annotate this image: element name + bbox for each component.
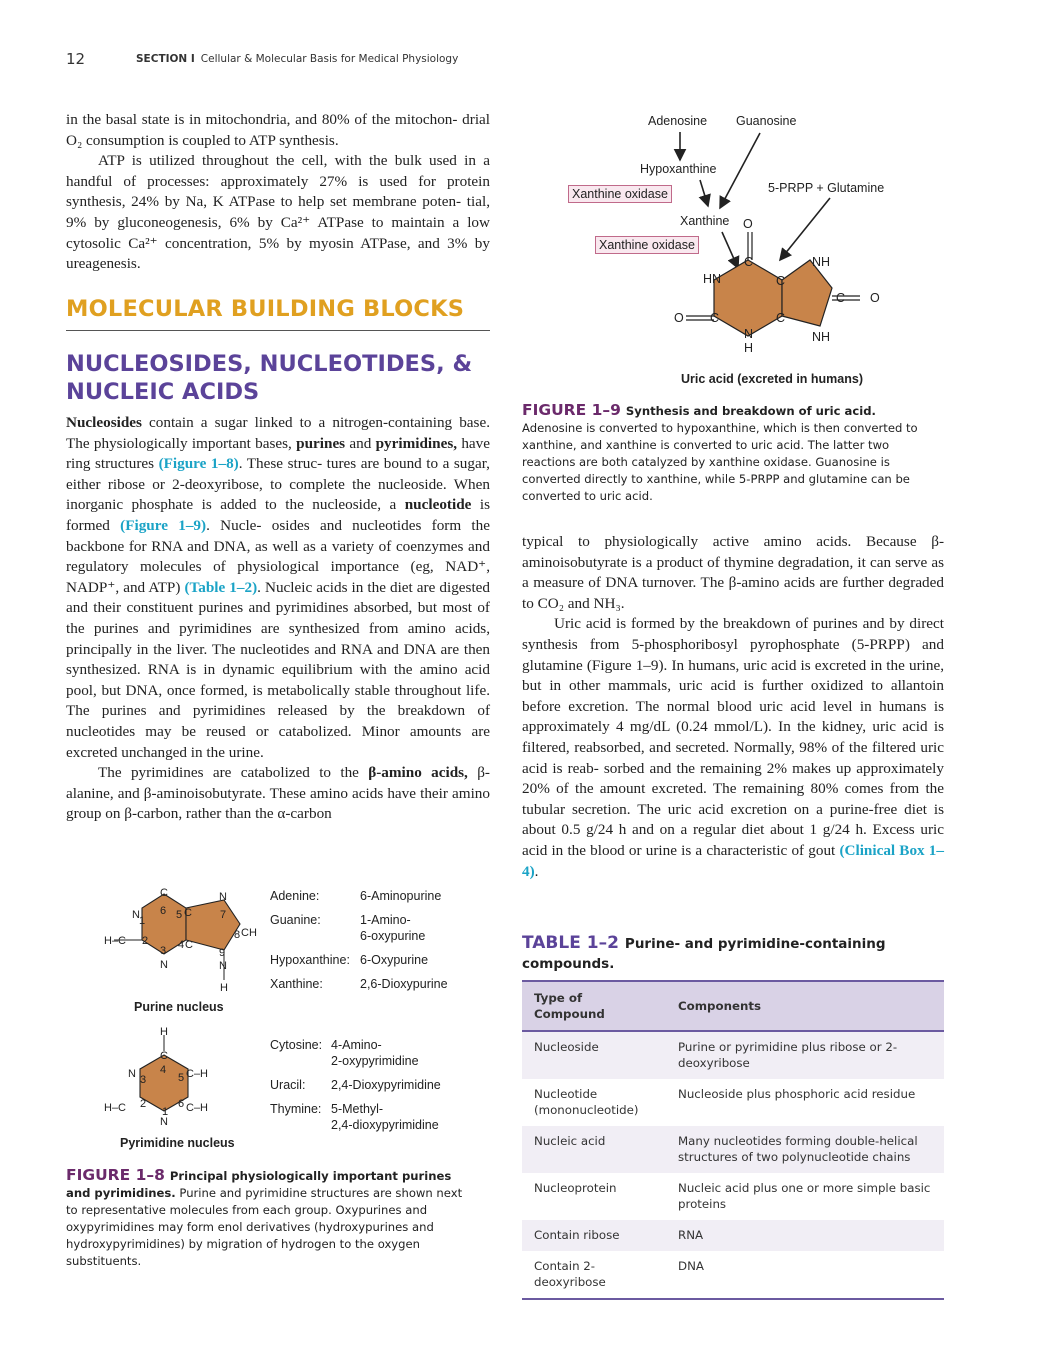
ring-position-5: 5 <box>178 1072 185 1084</box>
legend-value: 6-Aminopurine <box>360 889 442 903</box>
figure-1-9-caption <box>522 402 942 505</box>
table-header-row <box>522 981 944 1031</box>
hypoxanthine-label: Hypoxanthine <box>640 162 717 176</box>
atom-C: C <box>160 887 168 899</box>
purine-legend-row <box>270 952 350 968</box>
table-cell: Nucleoside <box>522 1031 666 1079</box>
legend-name: Adenine: <box>270 889 320 903</box>
xanthine-oxidase-label: Xanthine oxidase <box>595 236 699 254</box>
text: is formed <box>66 496 490 534</box>
atom-C: C <box>836 291 846 305</box>
pyrimidine-nucleus-diagram <box>100 1025 240 1135</box>
text: Uric acid is formed by the breakdown of purines and by direct synthesis from 5-phosphoribosyl pyrophosphate (5-PRPP) and glutamine (Figure 1–9). In humans, uric acid is excreted in the urine, but in other mammals, uric acid is further oxidized to allantoin before excretion. The normal blood uric acid level in humans is approximately 4 mg/dL (0.24 mmol/L). In the kidney, uric acid is filtered, reabsorbed, and secreted. Normally, 98% of the filtered uric acid is reab- sorbed and the remaining 2% makes up approximately 20% of the amount excreted. The remaining 80% comes from the tubular secretion. The uric acid excretion on a purine-free diet is about 0.5 g/24 h and on a regular diet about 1 g/24 h. Excess uric acid in the blood or urine is a characteristic of gout <box>522 615 944 859</box>
uric-acid-label: Uric acid (excreted in humans) <box>681 372 864 386</box>
right-body-text <box>522 532 944 882</box>
paragraph <box>522 614 944 882</box>
atom-N: N <box>160 959 168 971</box>
pyrimidine-legend-row <box>270 1077 305 1093</box>
uric-acid-ring-5 <box>782 260 832 326</box>
keyword: Nucleosides <box>66 414 142 431</box>
uric-acid-ring-6 <box>714 260 782 336</box>
purine-nucleus-label: Purine nucleus <box>134 1000 224 1014</box>
atom-H: H <box>160 1026 168 1038</box>
xanthine-label: Xanthine <box>680 214 730 228</box>
table-row <box>522 1220 944 1251</box>
atom-N: N <box>128 1068 136 1080</box>
ring-position-3: 3 <box>160 945 167 957</box>
arrow-prpp-uricacid <box>780 198 830 260</box>
purine-legend-row <box>270 888 319 904</box>
paragraph <box>66 763 490 825</box>
ring-position-8: 8 <box>234 929 241 941</box>
arrow-hypoxanthine-xanthine <box>700 180 708 206</box>
table-cell: RNA <box>666 1220 944 1251</box>
paragraph: in the basal state is in mitochondria, and 80% of the mitochon- drial O₂ consumption is coupled to ATP synthesis. <box>66 111 490 149</box>
atom-H: H–C <box>104 935 127 947</box>
paragraph <box>66 413 490 763</box>
ring-position-2: 2 <box>142 935 149 947</box>
ring-position-7: 7 <box>220 909 227 921</box>
table-cell: Nucleic acid <box>522 1126 666 1173</box>
pyrimidine-legend-row <box>270 1037 322 1053</box>
ring-position-2: 2 <box>140 1098 147 1110</box>
figure-caption-text: Purine and pyrimidine structures are shown next to representative molecules from each group. Oxypurines and oxypyrimidines may form enol derivatives (hydroxypurines and hydroxypyrimidines) by migration of hydrogen to the oxygen substituents. <box>66 1186 463 1268</box>
ring-position-4: 4 <box>160 1064 167 1076</box>
text: have ring structures <box>66 434 490 473</box>
table-cell: Nucleic acid plus one or more simple basic proteins <box>666 1173 944 1220</box>
running-head <box>136 53 458 65</box>
pyrimidine-legend-row <box>270 1101 321 1117</box>
figure-number: FIGURE 1–9 <box>522 401 621 419</box>
atom-H: H <box>744 341 754 355</box>
atom-C: C <box>710 311 720 325</box>
keyword: purines <box>296 434 346 452</box>
purine-svg <box>96 880 266 995</box>
atom-O: O <box>870 291 880 305</box>
text: . Nucleic acids in the diet are digested and their constituent purines and pyrimidines absorbed, but most of the purines and pyrimidines are synthesized from amino acids, principally in the liver. The nucleotides and RNA and DNA are then synthesized. RNA is in dynamic equilibrium with the amino acid pool, but DNA, once formed, is metabolically stable throughout life. The purines and pyrimidines released by the breakdown of nucleotides may be reused or catabolized. Minor amounts are excreted unchanged in the urine. <box>66 578 490 761</box>
atom-H-C: H–C <box>104 1102 127 1114</box>
table-number: TABLE 1–2 <box>522 933 619 953</box>
ring-position-4: 4 <box>178 939 185 951</box>
section-heading: MOLECULAR BUILDING BLOCKS <box>66 296 465 322</box>
atom-C-H: C–H <box>186 1102 209 1114</box>
atom-N: N <box>219 891 227 903</box>
figure-number: FIGURE 1–8 <box>66 1166 165 1184</box>
text: β-alanine, and β-aminoisobutyrate. These amino acids have their amino group on β-carbon, rather than the α-carbon <box>66 764 490 823</box>
atom-H: H <box>220 982 228 994</box>
text: . Nucle- osides and nucleotides form the backbone for RNA and DNA, as well as a variety of coenzymes and regulatory molecules of physiological importance (eg, NAD⁺, NADP⁺, and ATP) <box>66 516 490 596</box>
figure-title: Synthesis and breakdown of uric acid. <box>625 404 876 418</box>
atom-CH: CH <box>241 927 257 939</box>
atom-C: C <box>185 939 193 951</box>
table-cell: Nucleoprotein <box>522 1173 666 1220</box>
atom-C: C <box>776 274 786 288</box>
legend-name: Hypoxanthine: <box>270 953 350 967</box>
table-cell: Contain ribose <box>522 1220 666 1251</box>
text: contain a sugar linked to a nitrogen-containing base. The physiologically important bases, <box>66 414 490 452</box>
text: . <box>534 862 539 880</box>
table-link[interactable]: (Table 1–2) <box>184 578 258 596</box>
table-row <box>522 1251 944 1299</box>
ring-position-3: 3 <box>140 1074 147 1086</box>
arrow-xanthine-uricacid <box>722 232 738 268</box>
legend-name: Cytosine: <box>270 1038 323 1052</box>
table-title <box>522 933 942 974</box>
compounds-table <box>522 980 944 1300</box>
paragraph: typical to physiologically active amino acids. Because β-aminoisobutyrate is a product of thymine degradation, it can serve as a measure of DNA turnover. The β-amino acids are further degraded to CO₂ and NH₃. <box>522 533 944 612</box>
ring-position-1: 1 <box>139 915 146 927</box>
ring-position-5: 5 <box>176 909 183 921</box>
atom-N: N <box>744 327 754 341</box>
keyword: nucleotide <box>404 496 472 514</box>
ring-position-6: 6 <box>160 905 167 917</box>
table-row <box>522 1173 944 1220</box>
ring-position-6: 6 <box>178 1098 185 1110</box>
legend-value: 5-Methyl- 2,4-dioxypyrimidine <box>331 1102 439 1132</box>
legend-name: Thymine: <box>270 1102 322 1116</box>
keyword: β-amino acids, <box>368 764 468 782</box>
table-row <box>522 1079 944 1126</box>
figure-caption-text: Adenosine is converted to hypoxanthine, which is then converted to xanthine, and xanthine is converted to uric acid. The latter two reactions are both catalyzed by xanthine oxidase. Guanosine is converted directly to xanthine, while 5-PRPP and glutamine can be converted to uric acid. <box>522 421 918 503</box>
pyrimidine-svg <box>100 1025 240 1135</box>
atom-NH: NH <box>812 255 831 269</box>
legend-name: Guanine: <box>270 913 321 927</box>
page-number: 12 <box>66 50 86 68</box>
atom-C: C <box>744 255 754 269</box>
atom-N: N <box>219 960 227 972</box>
atom-C: C <box>776 311 786 325</box>
legend-value: 1-Amino- 6-oxypurine <box>360 913 426 943</box>
legend-value: 2,4-Dioxypyrimidine <box>331 1078 441 1092</box>
xanthine-oxidase-label: Xanthine oxidase <box>568 185 672 203</box>
section-label: SECTION I <box>136 53 195 65</box>
pyrimidine-nucleus-label: Pyrimidine nucleus <box>120 1136 235 1150</box>
table-row <box>522 1126 944 1173</box>
figure-link[interactable]: (Figure 1–9) <box>120 516 207 534</box>
purine-nucleus-diagram <box>96 880 266 995</box>
atom-N: N <box>160 1116 168 1128</box>
legend-name: Uracil: <box>270 1078 306 1092</box>
ring-position-9: 9 <box>219 947 226 959</box>
atom-C: C <box>160 1050 168 1062</box>
atom-C: C <box>184 907 192 919</box>
atom-C-H: C–H <box>186 1068 209 1080</box>
atom-O: O <box>743 217 753 231</box>
table-cell: Contain 2-deoxyribose <box>522 1251 666 1299</box>
legend-value: 2,6-Dioxypurine <box>360 977 448 991</box>
text: The pyrimidines are catabolized to the <box>98 764 369 782</box>
table-row <box>522 1031 944 1079</box>
table-cell: DNA <box>666 1251 944 1299</box>
legend-name: Xanthine: <box>270 977 323 991</box>
table-cell: Purine or pyrimidine plus ribose or 2-deoxyribose <box>666 1031 944 1079</box>
table-caption: Purine- and pyrimidine-containing compounds. <box>522 936 886 972</box>
figure-1-8-caption <box>66 1167 476 1270</box>
table-cell: Many nucleotides forming double-helical structures of two polynucleotide chains <box>666 1126 944 1173</box>
figure-title: Principal physiologically important purines and pyrimidines. <box>66 1169 452 1200</box>
purine-ring-5 <box>186 900 240 950</box>
atom-HN: HN <box>703 272 722 286</box>
left-body-text <box>66 413 490 825</box>
prpp-glutamine-label: 5-PRPP + Glutamine <box>768 181 885 195</box>
ring-position-1: 1 <box>162 1106 169 1118</box>
text: and <box>345 434 376 452</box>
adenosine-label: Adenosine <box>648 114 708 128</box>
section-title: Cellular & Molecular Basis for Medical Physiology <box>200 53 459 65</box>
keyword: pyrimidines, <box>375 434 458 452</box>
table-cell: Nucleotide (mononucleotide) <box>522 1079 666 1126</box>
paragraph: ATP is utilized throughout the cell, with the bulk used in a handful of processes: approximately 27% is used for protein synthesis, 24% by Na, K ATPase to help set membrane poten- tial, 9% by gluconeogenesis, 6% by Ca²⁺ ATPase to maintain a low cytosolic Ca²⁺ concentration, 5% by myosin ATPase, and 3% by ureagenesis. <box>66 152 490 273</box>
subsection-heading: NUCLEOSIDES, NUCLEOTIDES, & NUCLEIC ACIDS <box>66 351 473 405</box>
atom-O: O <box>674 311 684 325</box>
arrow-guanosine-xanthine <box>720 133 760 208</box>
text: . These struc- tures are bound to a sugar, either ribose or 2-deoxyribose, to complete the nucleoside. When inorganic phosphate is added to the nucleoside, a <box>66 455 490 514</box>
figure-link[interactable]: (Figure 1–8) <box>158 455 239 473</box>
table-cell: Nucleoside plus phosphoric acid residue <box>666 1079 944 1126</box>
atom-NH: NH <box>812 330 831 344</box>
heading-divider <box>66 330 490 331</box>
clinical-box-link[interactable]: (Clinical Box 1–4) <box>522 841 944 880</box>
legend-value: 4-Amino- 2-oxypyrimidine <box>331 1038 419 1068</box>
purine-legend-row <box>270 976 323 992</box>
column-header: Components <box>666 981 944 1031</box>
purine-legend-row <box>270 912 321 928</box>
intro-text <box>66 110 490 275</box>
atom-N: N <box>132 909 140 921</box>
guanosine-label: Guanosine <box>736 114 797 128</box>
legend-value: 6-Oxypurine <box>360 953 429 967</box>
column-header: Type of Compound <box>522 981 666 1031</box>
